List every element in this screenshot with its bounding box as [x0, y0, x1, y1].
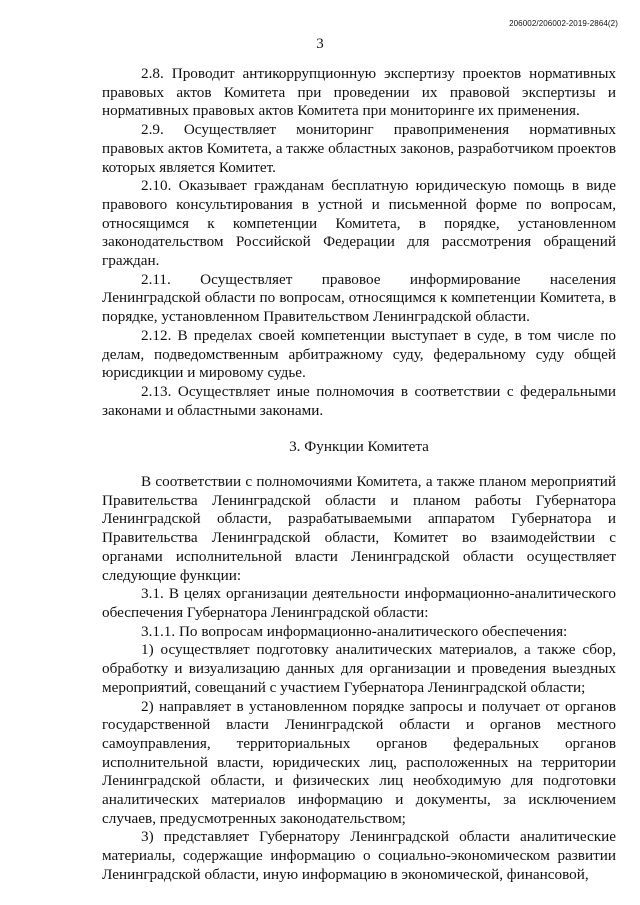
paragraph-2-10: 2.10. Оказывает гражданам бесплатную юридическую помощь в виде правового консультирования в устной и письменной форме по вопросам, относящимся к компетенции Комитета, в порядке, установленном законодательством Российской Федерации для рассмотрения обращений граждан.	[102, 177, 616, 270]
paragraph-2-11: 2.11. Осуществляет правовое информирование населения Ленинградской области по вопросам, относящимся к компетенции Комитета, в порядке, установленном Правительством Ленинградской области.	[102, 270, 616, 326]
paragraph-intro: В соответствии с полномочиями Комитета, а также планом мероприятий Правительства Ленинградской области и планом работы Губернатора Ленинградской области, разрабатываемыми аппаратом Губернатора и Правительства Ленинградской области, Комитет во взаимодействии с органами исполнительной власти Ленинградской области осуществляет следующие функции:	[102, 473, 616, 584]
paragraph-3-1-1: 3.1.1. По вопросам информационно-аналитического обеспечения:	[141, 622, 568, 640]
section-heading: 3. Функции Комитета	[289, 438, 429, 456]
paragraph-2-12: 2.12. В пределах своей компетенции выступает в суде, в том числе по делам, подведомственным арбитражному суду, федеральному суду общей юрисдикции и мировому судье.	[102, 326, 616, 382]
document-id: 206002/206002-2019-2864(2)	[509, 19, 618, 28]
paragraph-2-8: 2.8. Проводит антикоррупционную экспертизу проектов нормативных правовых актов Комитета при проведении их правовой экспертизы и нормативных правовых актов Комитета при мониторинге их применения.	[102, 65, 616, 120]
paragraph-2-9: 2.9. Осуществляет мониторинг правоприменения нормативных правовых актов Комитета, а также областных законов, разработчиком проектов которых является Комитет.	[102, 121, 616, 176]
list-item-1: 1) осуществляет подготовку аналитических материалов, а также сбор, обработку и визуализацию данных для организации и проведения выездных мероприятий, совещаний с участием Губернатора Ленинградской области;	[102, 641, 616, 696]
list-item-3: 3) представляет Губернатору Ленинградской области аналитические материалы, содержащие информацию о социально-экономическом развитии Ленинградской области, иную информацию в экономической, финансовой,	[102, 828, 616, 883]
paragraph-3-1: 3.1. В целях организации деятельности информационно-аналитического обеспечения Губернатора Ленинградской области:	[102, 585, 616, 621]
list-item-2: 2) направляет в установленном порядке запросы и получает от органов государственной власти Ленинградской области и органов местного самоуправления, территориальных органов федеральных органов исполнительной власти, юридических лиц, расположенных на территории Ленинградской области, и физических лиц необходимую для подготовки аналитических материалов информацию и документы, за исключением случаев, предусмотренных законодательством;	[102, 697, 616, 827]
document-body	[102, 65, 616, 885]
paragraph-2-13: 2.13. Осуществляет иные полномочия в соответствии с федеральными законами и областными законами.	[102, 382, 616, 419]
page-number: 3	[316, 36, 324, 52]
